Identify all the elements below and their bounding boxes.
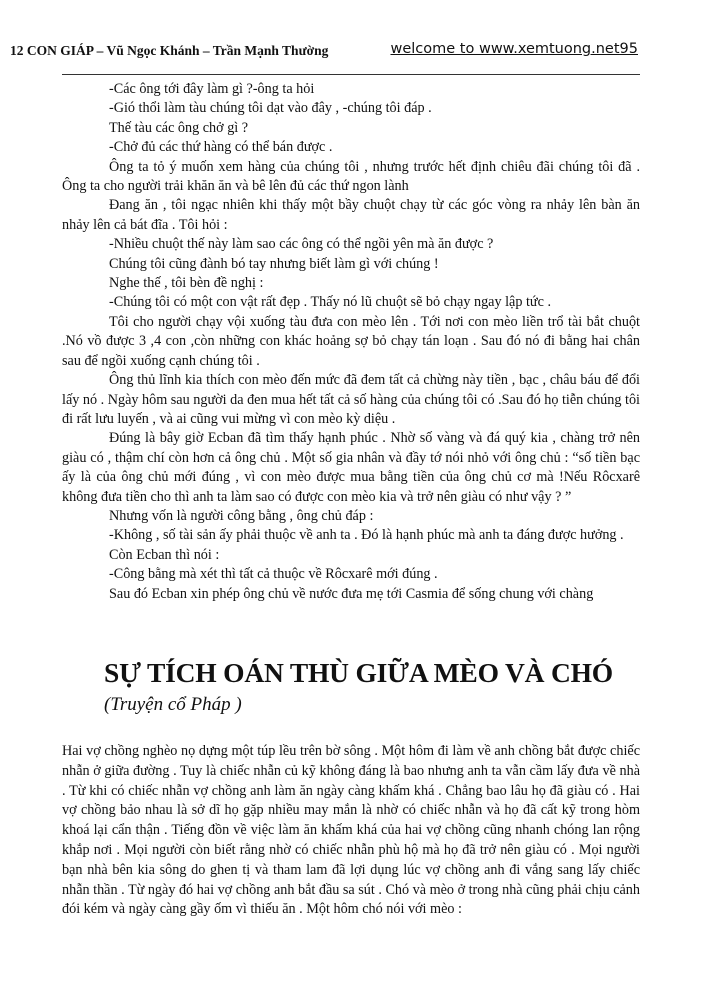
paragraph: Ông thủ lĩnh kia thích con mèo đến mức đã đem tất cả chừng này tiền , bạc , châu báu để đổi lấy nó . Ngày hôm sau người da đen mua hết tất cả số hàng của chúng tôi có .Sau đó họ tiễn chúng tôi đi rất lưu luyến , và ai cũng vui mừng vì con mèo kỳ diệu . [62, 372, 640, 427]
header-divider [62, 74, 640, 75]
paragraph: -Chúng tôi có một con vật rất đẹp . Thấy nó lũ chuột sẽ bỏ chạy ngay lập tức . [109, 294, 552, 311]
paragraph: Nghe thế , tôi bèn đề nghị : [109, 275, 264, 292]
paragraph: Đúng là bây giờ Ecban đã tìm thấy hạnh phúc . Nhờ số vàng và đá quý kia , chàng trở nên giàu có , thậm chí còn hơn cả ông chủ . Một số gia nhân và đầy tớ nói nhỏ với ông chủ : “số tiền bạc ấy là của ông chủ mới đúng , vì con mèo được mua bằng tiền của ông chủ cơ mà !Nếu Rôcxarê không đưa tiền cho thì anh ta làm sao có được con mèo kia và trở nên giàu có như vậy ? ” [62, 430, 640, 505]
paragraph: Sau đó Ecban xin phép ông chủ về nước đưa mẹ tới Casmia để sống chung với chàng [109, 585, 594, 602]
paragraph: -Không , số tài sản ấy phải thuộc về anh ta . Đó là hạnh phúc mà anh ta đáng được hưởng . [109, 527, 624, 544]
new-story [62, 742, 640, 920]
section-title: SỰ TÍCH OÁN THÙ GIỮA MÈO VÀ CHÓ [104, 657, 613, 688]
section-heading [104, 656, 644, 717]
page-number: 95 [619, 41, 638, 57]
paragraph: -Nhiều chuột thế này làm sao các ông có thể ngồi yên mà ăn được ? [109, 236, 494, 253]
paragraph: -Các ông tới đây làm gì ?-ông ta hỏi [109, 81, 315, 97]
page-header [10, 43, 638, 67]
paragraph: Thế tàu các ông chở gì ? [109, 119, 249, 136]
website-header [390, 41, 638, 57]
paragraph: -Công bằng mà xét thì tất cả thuộc về Rôcxarê mới đúng . [109, 566, 438, 583]
paragraph: Tôi cho người chạy vội xuống tàu đưa con mèo lên . Tới nơi con mèo liền trổ tài bắt chuột .Nó vồ được 3 ,4 con ,còn những con khác hoảng sợ bỏ chạy tán loạn . Sau đó nó đi bằng hai chân sau để ngồi xuống cạnh chúng tôi . [62, 313, 640, 369]
paragraph: Ông ta tỏ ý muốn xem hàng của chúng tôi , nhưng trước hết định chiêu đãi chúng tôi đã . Ông ta cho người trải khăn ăn và bê lên đủ các thứ ngon lành [62, 158, 640, 195]
paragraph: Nhưng vốn là người công bằng , ông chủ đáp : [109, 507, 374, 524]
paragraph: Chúng tôi cũng đành bó tay nhưng biết làm gì với chúng ! [109, 255, 439, 272]
story-paragraph: Hai vợ chồng nghèo nọ dựng một túp lều trên bờ sông . Một hôm đi làm về anh chồng bắt được chiếc nhẫn ở giữa đường . Tuy là chiếc nhẫn củ kỹ không đáng là bao nhưng anh ta vẫn cầm lấy đưa về nhà . Từ khi có chiếc nhẫn vợ chồng anh làm ăn ngày càng khấm khá . Chẳng bao lâu họ đã giàu có . Hai vợ chồng bảo nhau là sở dĩ họ gặp nhiều may mắn là nhờ có chiếc nhẫn và họ đã cất kỹ trong hòm khoá lại cẩn thận . Tiếng đồn về việc làm ăn khấm khá của hai vợ chồng cũng nhanh chóng lan rộng khắp nơi . Mọi người còn biết rằng nhờ có chiếc nhẫn phù hộ mà họ đã trở nên giàu có . Mọi người bạn nhà bên kia sông do ghen tị và tham lam đã lợi dụng lúc vợ chồng anh đi vắng sang lấy chiếc nhẫn thần . Từ ngày đó hai vợ chồng anh bắt đầu sa sút . Chó và mèo ở trong nhà cũng phải chịu cảnh đói kém và ngày càng gầy ốm vì thiếu ăn . Một hôm chó nói với mèo : [62, 743, 640, 918]
website-link[interactable]: welcome to www.xemtuong.net [390, 41, 620, 57]
paragraph: Đang ăn , tôi ngạc nhiên khi thấy một bầy chuột chạy từ các góc vòng ra nhảy lên bàn ăn nhảy lên cả bát đĩa . Tôi hỏi : [62, 197, 640, 233]
paragraph: -Chở đủ các thứ hàng có thể bán được . [109, 139, 333, 156]
story-continuation [62, 80, 640, 604]
paragraph: Còn Ecban thì nói : [109, 546, 220, 563]
paragraph: -Gió thổi làm tàu chúng tôi dạt vào đây , -chúng tôi đáp . [109, 100, 432, 117]
book-title-header: 12 CON GIÁP – Vũ Ngọc Khánh – Trần Mạnh Thường [10, 43, 329, 58]
section-subtitle: (Truyện cổ Pháp ) [104, 694, 242, 715]
